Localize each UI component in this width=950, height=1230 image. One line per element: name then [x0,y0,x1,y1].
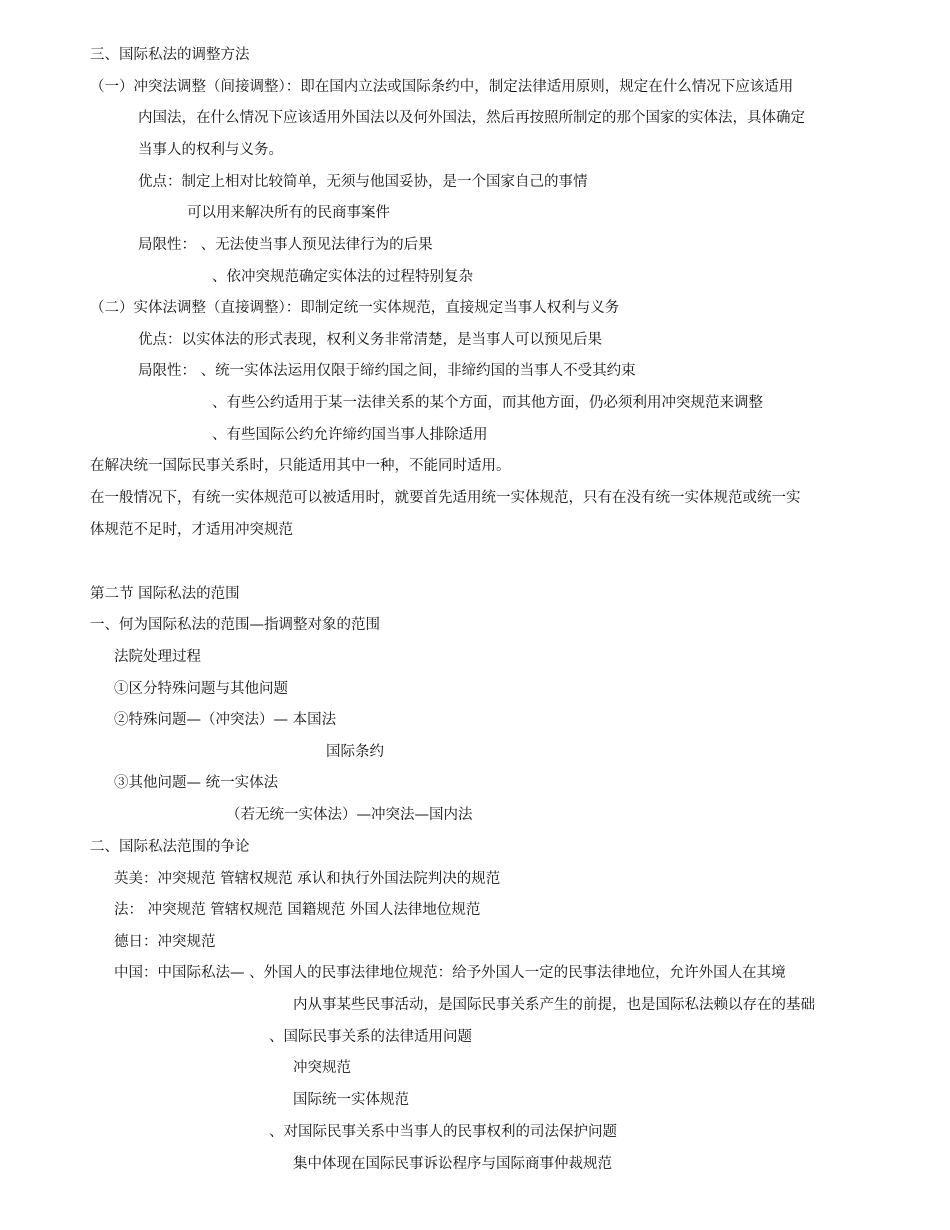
paragraph-line: 、有些公约适用于某一法律关系的某个方面，而其他方面，仍必须利用冲突规范来调整 [212,395,763,411]
section-heading: 三、国际私法的调整方法 [90,47,250,63]
paragraph-line: 、对国际民事关系中当事人的民事权利的司法保护问题 [269,1124,617,1140]
paragraph-line: 、有些国际公约允许缔约国当事人排除适用 [212,427,488,443]
paragraph-line: ③其他问题— 统一实体法 [114,775,279,791]
paragraph-line: 法： 冲突规范 管辖权规范 国籍规范 外国人法律地位规范 [114,902,481,918]
paragraph-line: 冲突规范 [293,1060,351,1076]
paragraph-line: 当事人的权利与义务。 [138,142,283,158]
section-heading: 一、何为国际私法的范围—指调整对象的范围 [90,617,380,633]
paragraph-line: 优点：以实体法的形式表现，权利义务非常清楚，是当事人可以预见后果 [138,332,602,348]
paragraph-line: 优点：制定上相对比较简单，无须与他国妥协，是一个国家自己的事情 [138,174,588,190]
paragraph-line: 国际条约 [326,744,384,760]
paragraph-line: 、依冲突规范确定实体法的过程特别复杂 [212,269,473,285]
paragraph-line: ①区分特殊问题与其他问题 [114,681,288,697]
paragraph-line: 局限性： 、无法使当事人预见法律行为的后果 [138,237,433,253]
section-heading: 第二节 国际私法的范围 [90,586,240,602]
paragraph-line: 在一般情况下，有统一实体规范可以被适用时，就要首先适用统一实体规范，只有在没有统一实体规范或统一实 [90,490,801,506]
paragraph-line: （一）冲突法调整（间接调整）：即在国内立法或国际条约中，制定法律适用原则，规定在什么情况下应该适用 [90,79,794,95]
paragraph-line: 法院处理过程 [114,649,201,665]
paragraph-line: 体规范不足时，才适用冲突规范 [90,522,293,538]
paragraph-line: 局限性： 、统一实体法运用仅限于缔约国之间，非缔约国的当事人不受其约束 [138,363,636,379]
paragraph-line: 内国法，在什么情况下应该适用外国法以及何外国法，然后再按照所制定的那个国家的实体法，具体确定 [138,110,805,126]
section-heading: 二、国际私法范围的争论 [90,839,250,855]
paragraph-line: 、国际民事关系的法律适用问题 [269,1029,472,1045]
paragraph-line: 可以用来解决所有的民商事案件 [187,205,390,221]
paragraph-line: 德日：冲突规范 [114,934,216,950]
paragraph-line: 国际统一实体规范 [293,1092,409,1108]
paragraph-line: 英美：冲突规范 管辖权规范 承认和执行外国法院判决的规范 [114,871,501,887]
paragraph-line: （二）实体法调整（直接调整）：即制定统一实体规范，直接规定当事人权利与义务 [90,300,620,316]
paragraph-line: 内从事某些民事活动，是国际民事关系产生的前提，也是国际私法赖以存在的基础 [293,997,815,1013]
paragraph-line: 中国：中国际私法— 、外国人的民事法律地位规范：给予外国人一定的民事法律地位，允许外国人在其境 [114,965,786,981]
paragraph-line: 在解决统一国际民事关系时，只能适用其中一种，不能同时适用。 [90,458,511,474]
paragraph-line: 集中体现在国际民事诉讼程序与国际商事仲裁规范 [293,1156,612,1172]
paragraph-line: （若无统一实体法）—冲突法—国内法 [226,807,473,823]
paragraph-line: ②特殊问题—（冲突法）— 本国法 [114,712,337,728]
